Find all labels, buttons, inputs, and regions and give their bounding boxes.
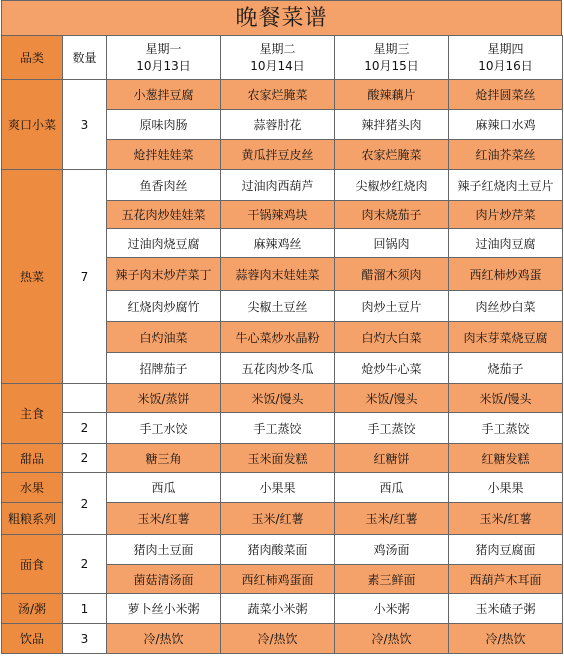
menu-row bbox=[2, 80, 563, 110]
dish-cell: 鸡汤面 bbox=[335, 535, 449, 565]
dish-cell: 玉米/红薯 bbox=[107, 503, 221, 535]
dish-cell: 炝拌娃娃菜 bbox=[107, 140, 221, 170]
dish-cell: 红油芥菜丝 bbox=[449, 140, 563, 170]
category-label: 热菜 bbox=[2, 170, 63, 384]
weekday-label: 星期四 bbox=[487, 41, 524, 56]
dish-cell: 冷/热饮 bbox=[221, 624, 335, 654]
dish-cell: 西瓜 bbox=[335, 473, 449, 503]
header-row bbox=[2, 36, 563, 80]
menu-row bbox=[2, 170, 563, 201]
dish-cell: 牛心菜炒水晶粉 bbox=[221, 322, 335, 353]
date-label: 10月14日 bbox=[250, 58, 305, 73]
menu-title: 晚餐菜谱 bbox=[1, 0, 562, 36]
menu-row bbox=[2, 473, 563, 503]
dish-cell: 玉米碴子粥 bbox=[449, 594, 563, 624]
dish-cell: 蒜蓉肘花 bbox=[221, 110, 335, 140]
day-header bbox=[335, 36, 449, 80]
dish-cell: 五花肉炒冬瓜 bbox=[221, 353, 335, 384]
dish-cell: 尖椒土豆丝 bbox=[221, 291, 335, 322]
dish-cell: 米饭/蒸饼 bbox=[107, 384, 221, 413]
category-label: 面食 bbox=[2, 535, 63, 594]
dish-cell: 烧茄子 bbox=[449, 353, 563, 384]
dish-cell: 冷/热饮 bbox=[449, 624, 563, 654]
day-header bbox=[221, 36, 335, 80]
dish-cell: 辣拌猪头肉 bbox=[335, 110, 449, 140]
weekday-label: 星期三 bbox=[373, 41, 410, 56]
dish-cell: 回锅肉 bbox=[335, 229, 449, 258]
item-count: 7 bbox=[63, 170, 107, 384]
item-count: 3 bbox=[63, 80, 107, 170]
dish-cell: 米饭/馒头 bbox=[449, 384, 563, 413]
dish-cell: 猪肉豆腐面 bbox=[449, 535, 563, 565]
dish-cell: 麻辣口水鸡 bbox=[449, 110, 563, 140]
item-count: 2 bbox=[63, 473, 107, 535]
dish-cell: 玉米/红薯 bbox=[221, 503, 335, 535]
dish-cell: 黄瓜拌豆皮丝 bbox=[221, 140, 335, 170]
dish-cell: 手工蒸饺 bbox=[221, 413, 335, 444]
dish-cell: 米饭/馒头 bbox=[335, 384, 449, 413]
dish-cell: 手工蒸饺 bbox=[449, 413, 563, 444]
menu-row bbox=[2, 444, 563, 473]
category-label: 粗粮系列 bbox=[2, 503, 63, 535]
day-header bbox=[449, 36, 563, 80]
dish-cell: 猪肉土豆面 bbox=[107, 535, 221, 565]
dish-cell: 农家烂腌菜 bbox=[335, 140, 449, 170]
menu-row bbox=[2, 594, 563, 624]
dish-cell: 玉米面发糕 bbox=[221, 444, 335, 473]
dish-cell: 过油肉烧豆腐 bbox=[107, 229, 221, 258]
dish-cell: 蔬菜小米粥 bbox=[221, 594, 335, 624]
item-count bbox=[63, 384, 107, 413]
dish-cell: 白灼油菜 bbox=[107, 322, 221, 353]
item-count: 1 bbox=[63, 594, 107, 624]
dish-cell: 糖三角 bbox=[107, 444, 221, 473]
dish-cell: 原味肉肠 bbox=[107, 110, 221, 140]
dish-cell: 红糖饼 bbox=[335, 444, 449, 473]
dish-cell: 蒜蓉肉末娃娃菜 bbox=[221, 258, 335, 291]
dish-cell: 小葱拌豆腐 bbox=[107, 80, 221, 110]
dish-cell: 炝拌圆菜丝 bbox=[449, 80, 563, 110]
dish-cell: 素三鲜面 bbox=[335, 565, 449, 594]
dish-cell: 肉丝炒白菜 bbox=[449, 291, 563, 322]
dish-cell: 五花肉炒娃娃菜 bbox=[107, 201, 221, 229]
dish-cell: 肉炒土豆片 bbox=[335, 291, 449, 322]
weekday-label: 星期一 bbox=[145, 41, 182, 56]
dish-cell: 辣子红烧肉土豆片 bbox=[449, 170, 563, 201]
dish-cell: 过油肉豆腐 bbox=[449, 229, 563, 258]
menu-row bbox=[2, 624, 563, 654]
menu-row bbox=[2, 384, 563, 413]
dish-cell: 小果果 bbox=[449, 473, 563, 503]
dinner-menu-table bbox=[1, 35, 563, 654]
dish-cell: 菌菇清汤面 bbox=[107, 565, 221, 594]
dish-cell: 肉片炒芹菜 bbox=[449, 201, 563, 229]
dish-cell: 西红柿鸡蛋面 bbox=[221, 565, 335, 594]
date-label: 10月16日 bbox=[478, 58, 533, 73]
menu-row bbox=[2, 413, 563, 444]
category-label: 汤/粥 bbox=[2, 594, 63, 624]
dish-cell: 冷/热饮 bbox=[107, 624, 221, 654]
dish-cell: 干锅辣鸡块 bbox=[221, 201, 335, 229]
dish-cell: 西瓜 bbox=[107, 473, 221, 503]
category-label: 水果 bbox=[2, 473, 63, 503]
weekday-label: 星期二 bbox=[259, 41, 296, 56]
dish-cell: 小米粥 bbox=[335, 594, 449, 624]
dish-cell: 白灼大白菜 bbox=[335, 322, 449, 353]
date-label: 10月13日 bbox=[136, 58, 191, 73]
dish-cell: 冷/热饮 bbox=[335, 624, 449, 654]
item-count: 3 bbox=[63, 624, 107, 654]
dish-cell: 酸辣藕片 bbox=[335, 80, 449, 110]
category-header: 品类 bbox=[2, 36, 63, 80]
dish-cell: 手工蒸饺 bbox=[335, 413, 449, 444]
dish-cell: 猪肉酸菜面 bbox=[221, 535, 335, 565]
category-label: 爽口小菜 bbox=[2, 80, 63, 170]
item-count: 2 bbox=[63, 444, 107, 473]
dish-cell: 手工水饺 bbox=[107, 413, 221, 444]
dish-cell: 红烧肉炒腐竹 bbox=[107, 291, 221, 322]
category-label: 饮品 bbox=[2, 624, 63, 654]
count-header: 数量 bbox=[63, 36, 107, 80]
day-header bbox=[107, 36, 221, 80]
dish-cell: 萝卜丝小米粥 bbox=[107, 594, 221, 624]
item-count: 2 bbox=[63, 535, 107, 594]
dish-cell: 鱼香肉丝 bbox=[107, 170, 221, 201]
dish-cell: 辣子肉末炒芹菜丁 bbox=[107, 258, 221, 291]
dish-cell: 玉米/红薯 bbox=[449, 503, 563, 535]
date-label: 10月15日 bbox=[364, 58, 419, 73]
category-label: 主食 bbox=[2, 384, 63, 444]
dish-cell: 红糖发糕 bbox=[449, 444, 563, 473]
dish-cell: 醋溜木须肉 bbox=[335, 258, 449, 291]
dish-cell: 农家烂腌菜 bbox=[221, 80, 335, 110]
dish-cell: 小果果 bbox=[221, 473, 335, 503]
dish-cell: 招牌茄子 bbox=[107, 353, 221, 384]
dish-cell: 炝炒牛心菜 bbox=[335, 353, 449, 384]
dish-cell: 西葫芦木耳面 bbox=[449, 565, 563, 594]
dish-cell: 米饭/馒头 bbox=[221, 384, 335, 413]
dish-cell: 肉末烧茄子 bbox=[335, 201, 449, 229]
dish-cell: 玉米/红薯 bbox=[335, 503, 449, 535]
dish-cell: 尖椒炒红烧肉 bbox=[335, 170, 449, 201]
dish-cell: 麻辣鸡丝 bbox=[221, 229, 335, 258]
dish-cell: 肉末芽菜烧豆腐 bbox=[449, 322, 563, 353]
item-count: 2 bbox=[63, 413, 107, 444]
dish-cell: 过油肉西葫芦 bbox=[221, 170, 335, 201]
category-label: 甜品 bbox=[2, 444, 63, 473]
menu-row bbox=[2, 535, 563, 565]
dish-cell: 西红柿炒鸡蛋 bbox=[449, 258, 563, 291]
